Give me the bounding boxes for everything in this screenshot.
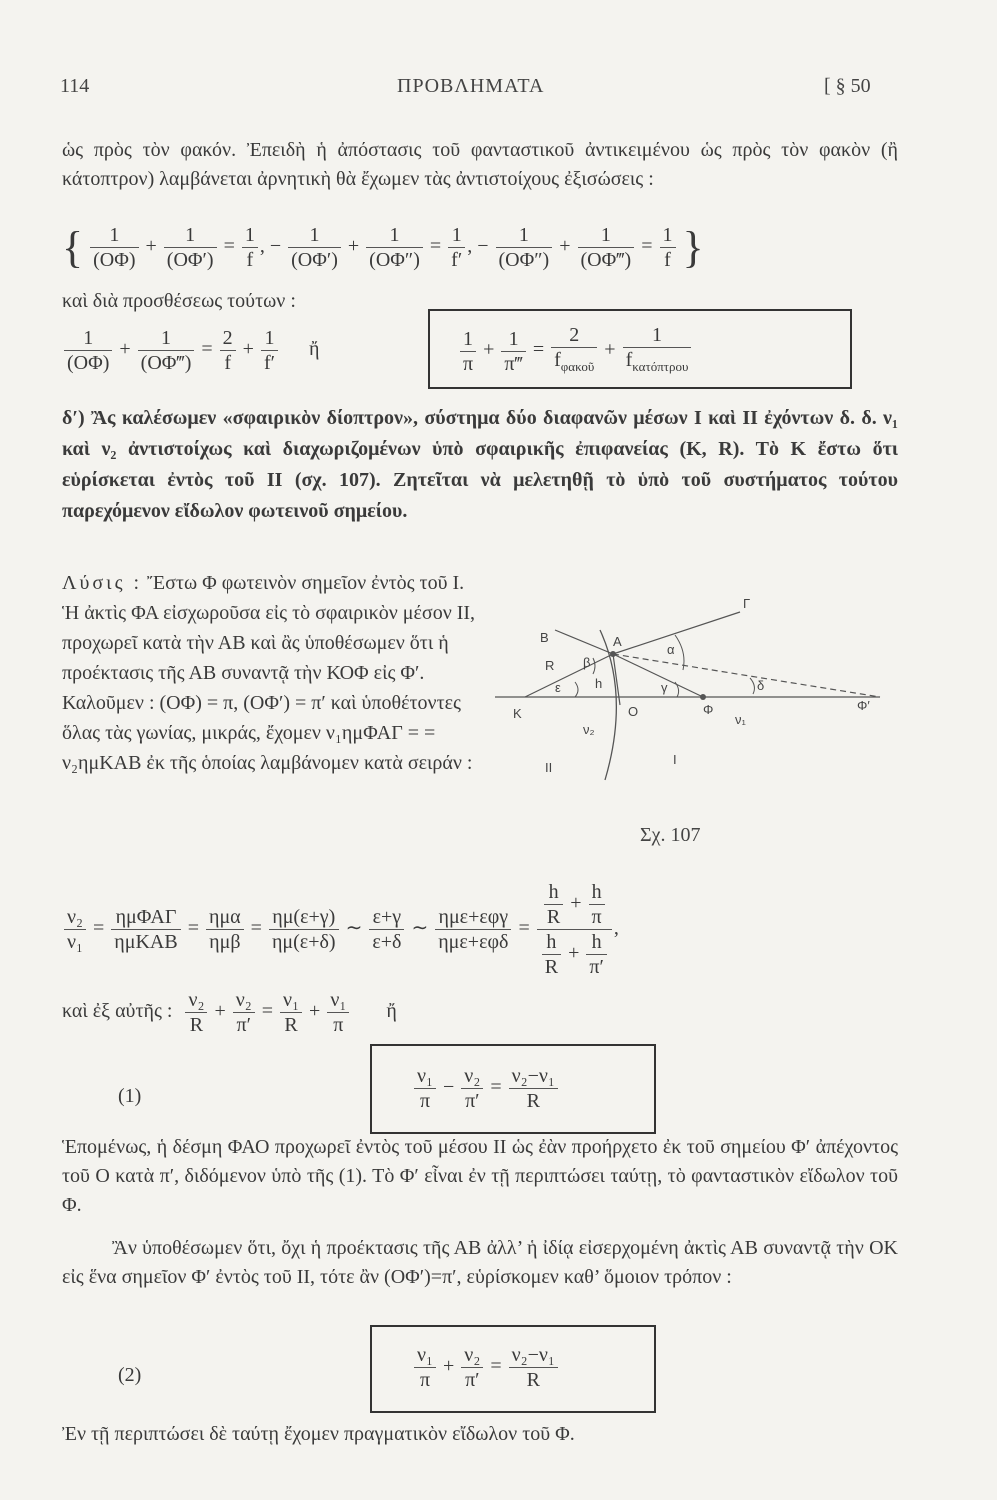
solution-label: Λύσις : [62,572,143,594]
equation-1-box: $\frac{\text{ν₁}}{\pi}$ − $\frac{\text{ν₂}}{\pi'}$ = $\frac{\text{ν₂−ν₁}}{R}$ [370,1044,656,1134]
label-Phi-prime: Φ′ [857,698,870,713]
label-K: K [513,706,522,721]
label-I: I [673,752,677,767]
label-beta: β [583,655,591,670]
label-gamma: γ [661,680,668,695]
label-R: R [545,658,555,673]
label-Phi: Φ [703,702,714,717]
equation-2-box: $\frac{\text{ν₁}}{\pi}$ + $\frac{\text{ν₂}}{\pi'}$ = $\frac{\text{ν₂−ν₁}}{R}$ [370,1325,656,1413]
running-title: ΠΡΟΒΛΗΜΑΤΑ [397,75,545,97]
equation-2-label: (2) [118,1364,142,1386]
label-nu2: ν₂ [583,722,595,737]
figure-107 [495,590,895,790]
solution-text: Ἔστω Φ φωτεινὸν σημεῖον ἐντὸς τοῦ I. Ἡ ἀκτὶς ΦΑ εἰσχωροῦσα εἰς τὸ σφαιρικὸν μέσον II, προχωρεῖ κατὰ τὴν ΑΒ καὶ ἂς ὑποθέσωμεν ὅτι ἡ προέκτασις τῆς ΑΒ συναντᾷ τὴν ΚΟΦ εἰς Φ′. Καλοῦμεν : (ΟΦ) = π, (ΟΦ′) = π′ καὶ ὑποθέτοντες ὅλας τὰς γωνίας, μικράς, ἔχομεν ν₁ημΦΑΓ = = ν₂ημΚΑΒ ἐκ τῆς ὁποίας λαμβάνομεν κατὰ σειράν : [62,572,476,774]
figure-caption: Σχ. 107 [640,824,701,846]
consequence-paragraph: Ἑπομένως, ἡ δέσμη ΦΑΟ προχωρεῖ ἐντὸς τοῦ μέσου II ὡς ἐὰν προήρχετο ἐκ τοῦ σημείου Φ′ ἀπέχοντος τοῦ Ο κατὰ π′, διδόμενον ὑπὸ τῆς (1). Τὸ Φ′ εἶναι ἐν τῇ περιπτώσει ταύτῃ, τὸ φανταστικὸν εἴδωλον τοῦ Φ. [62,1136,898,1216]
equation-system: { $\frac{1}{(O\Phi)}$ + $\frac{1}{(O\Phi')}$ = $\frac{1}{f}$ , − $\frac{1}{(O\Phi')}$ + $\frac{1}{(O\Phi'')}$ = $\frac{1}{f'}$ , − $\frac{1}{(O\Phi'')}$ + $\frac{1}{(O\Phi‴)}$ = $\frac{1}{f}$ } [62,223,704,272]
final-paragraph: Ἐν τῇ περιπτώσει δὲ ταύτῃ ἔχομεν πραγματικὸν εἴδωλον τοῦ Φ. [62,1423,575,1445]
label-epsilon: ε [555,680,561,695]
intro-paragraph: ὡς πρὸς τὸν φακόν. Ἐπειδὴ ἡ ἀπόστασις τοῦ φανταστικοῦ ἀντικειμένου ὡς πρὸς τὸν φακὸν (ἢ κάτοπτρον) λαμβάνεται ἀρνητικὴ θὰ ἔχωμεν τὰς ἀντιστοίχους ἐξισώσεις : [62,139,898,190]
boxed-lens-equation: $\frac{1}{\pi}$ + $\frac{1}{\pi‴}$ = 2 $f_{\varphi\alpha\kappa oῦ}$ + 1 $f_{\kappa\alpha\tau ό\pi\tau\rho o\upsilon}$ [428,309,852,389]
problem-statement: δ′) Ἂς καλέσωμεν «σφαιρικὸν δίοπτρον», σύστημα δύο διαφανῶν μέσων I καὶ II ἐχόντων δ. δ. ν₁ καὶ ν₂ ἀντιστοίχως καὶ διαχωριζομένων ὑπὸ σφαιρικῆς ἐπιφανείας (K, R). Τὸ K ἔστω ὅτι εὑρίσκεται ἐντὸς τοῦ II (σχ. 107). Ζητεῖται νὰ μελετηθῇ τὸ ὑπὸ τοῦ συστήματος τούτου παρεχόμενον εἴδωλον φωτεινοῦ σημείου. [62,407,898,522]
label-h: h [595,676,603,691]
label-G: Γ [743,596,751,611]
label-alpha: α [667,642,675,657]
label-A: A [613,634,622,649]
section-number: [ § 50 [824,75,871,97]
alternative-paragraph: Ἂν ὑποθέσωμεν ὅτι, ὄχι ἡ προέκτασις τῆς ΑΒ ἀλλ’ ἡ ἰδίᾳ εἰσερχομένη ἀκτὶς ΑΒ συναντᾷ τὴν ΟΚ εἰς ἕνα σημεῖον Φ′ ἐντὸς τοῦ II, τότε ἂν (ΟΦ′)=π′, εὑρίσκομεν καθ’ ὅμοιον τρόπον : [62,1237,898,1288]
label-B: B [540,630,549,645]
addition-text: καὶ διὰ προσθέσεως τούτων : [62,290,296,312]
derived-equation: καὶ ἐξ αὐτῆς : $\frac{\text{ν₂}}{R}$ + $\frac{\text{ν₂}}{\pi'}$ = $\frac{\text{ν₁}}{R}$ + $\frac{\text{ν₁}}{\pi}$ ἤ [62,989,397,1036]
label-delta: δ [757,678,765,693]
equation-1-label: (1) [118,1085,142,1107]
label-nu1: ν₁ [735,712,746,727]
solution-paragraph [62,568,482,778]
ratio-equation: $\frac{\text{ν₂}}{\text{ν₁}}$ = ημΦΑΓ ημΚΑΒ = ημα ημβ = $\frac{\eta\mu(\varepsilon+\gamma)}{\eta\mu(\varepsilon+\delta)}$ ∼ $\frac{\varepsilon+\gamma}{\varepsilon+\delta}$ ∼ ημε+εφγ ημε+εφδ = $\frac{h}{R}$ + $\frac{h}{\pi}$ $\frac{h}{R}$ + $\frac{h}{\pi'}$ , [62,880,619,979]
page-number: 114 [60,75,90,97]
sum-equation: $\frac{1}{(O\Phi)}$ + $\frac{1}{(O\Phi‴)}$ = $\frac{2}{f}$ + $\frac{1}{f'}$ ἤ [62,326,319,375]
label-O: O [628,704,639,719]
label-II: II [545,760,553,775]
